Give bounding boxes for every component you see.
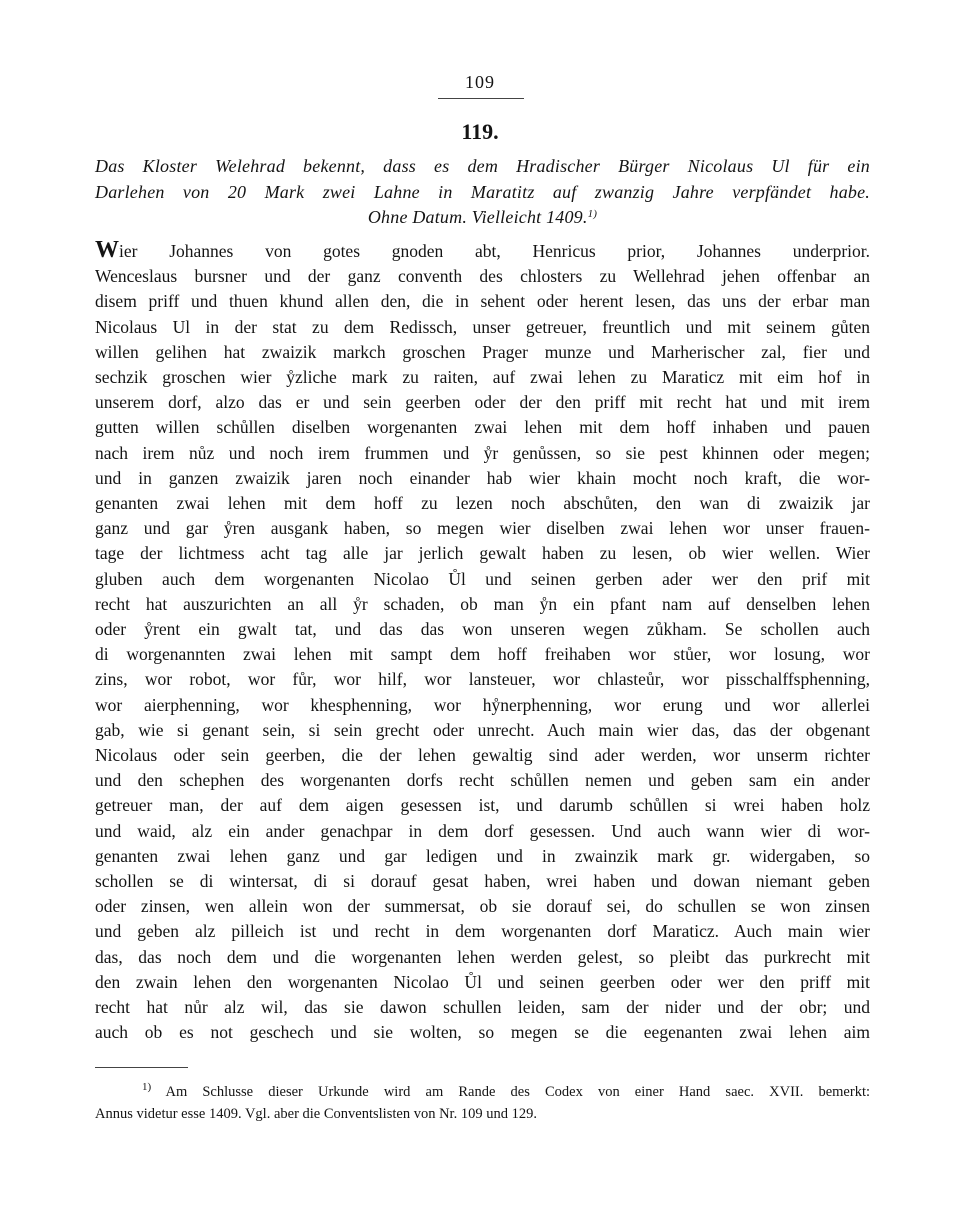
body-line: auch ob es not geschech und sie wolten, so megen se die eegenanten zwai lehen aim [95, 1022, 870, 1043]
body-line: schollen se di wintersat, di si dorauf gesat haben, wrei haben und dowan niemant geben [95, 871, 870, 892]
document-number: 119. [461, 119, 499, 144]
heading-date-line [95, 205, 870, 231]
body-line: nach irem nůz und noch irem frummen und ẙr genůssen, so sie pest khinnen oder megen; [95, 442, 870, 463]
body-line [95, 239, 870, 264]
heading-line: Darlehen von 20 Mark zwei Lahne in Maratitz auf zwanzig Jahre verpfändet habe. [95, 181, 870, 202]
body-line: oder zinsen, wen allein won der summersat, ob sie dorauf sei, do schullen se won zinsen [95, 896, 870, 917]
body-line: und geben alz pilleich ist und recht in dem worgenanten dorf Maraticz. Auch main wier [95, 921, 870, 942]
body-line: Nicolaus Ul in der stat zu dem Redissch, unser getreuer, freuntlich und mit seinem gůten [95, 316, 870, 337]
heading-line: Das Kloster Welehrad bekennt, dass es dem Hradischer Bürger Nicolaus Ul für ein [95, 156, 870, 176]
body-line: sechzik groschen wier ẙzliche mark zu raiten, auf zwai lehen zu Maraticz mit eim hof in [95, 367, 870, 388]
page-number: 109 [465, 72, 495, 92]
body-line: den zwain lehen den worgenanten Nicolao Ůl und seinen geerben oder wer den priff mit [95, 971, 870, 992]
body-line: getreuer man, der auf dem aigen gesessen ist, und darumb schůllen si wrei haben holz [95, 795, 870, 816]
body-line: willen gelihen hat zwaizik markch groschen Prager munze und Marherischer zal, fier und [95, 341, 870, 362]
body-line: tage der lichtmess acht tag alle jar jerlich gewalt haben zu lesen, ob wier wellen. Wier [95, 543, 870, 564]
body-line: zins, wor robot, wor fůr, wor hilf, wor lansteuer, wor chlasteůr, wor pisschalffsphenning, [95, 669, 870, 690]
body-line: gutten willen schůllen diselben worgenanten zwai lehen mit dem hoff inhaben und pauen [95, 417, 870, 438]
footnote-text: Am Schlusse dieser Urkunde wird am Rande des Codex von einer Hand saec. XVII. bemerkt: [165, 1084, 870, 1100]
body-line: Nicolaus oder sein geerben, die der lehen gewaltig sind ader werden, wor unserm richter [95, 745, 870, 766]
footnote-line [95, 1081, 870, 1103]
footnote-line: Annus videtur esse 1409. Vgl. aber die Conventslisten von Nr. 109 und 129. [95, 1106, 537, 1122]
body-line: und waid, alz ein ander genachpar in dem dorf gesessen. Und auch wann wier di wor- [95, 820, 870, 841]
body-line: recht hat auszurichten an all ẙr schaden, ob man ẙn ein pfant nam auf denselben lehen [95, 593, 870, 614]
body-line: disem priff und thuen khund allen den, die in sehent oder herent lesen, das uns der erbar man [95, 291, 870, 312]
body-line: di worgenannten zwai lehen mit sampt dem hoff freihaben wor stůer, wor losung, wor [95, 644, 870, 665]
body-line: das, das noch dem und die worgenanten lehen werden gelest, so pleibt das purkrecht mit [95, 946, 870, 967]
page-number-rule [438, 98, 524, 99]
initial-letter: W [95, 237, 119, 263]
body-line: Wenceslaus bursner und der ganz conventh des chlosters zu Wellehrad jehen offenbar an [95, 266, 870, 287]
document-body [95, 239, 870, 1046]
body-line: und den schephen des worgenanten dorfs recht schůllen nemen und geben sam ein ander [95, 770, 870, 791]
body-line: recht hat nůr alz wil, das sie dawon schullen leiden, sam der nider und der obr; und [95, 997, 870, 1018]
body-line: gab, wie si genant sein, si sein grecht oder unrecht. Auch main wier das, das der obgenant [95, 719, 870, 740]
heading-footnote-mark: 1) [587, 208, 598, 220]
body-line: ganz und gar ẙren ausgank haben, so megen wier diselben zwai lehen wor unser frauen- [95, 518, 870, 539]
footnote [95, 1081, 870, 1125]
body-line: oder ẙrent ein gwalt tat, und das das won unseren wegen zůkham. Se schollen auch [95, 619, 870, 640]
body-line: wor aierphenning, wor khesphenning, wor hẙnerphenning, wor erung und wor allerlei [95, 694, 870, 715]
footnote-mark: 1) [142, 1081, 152, 1093]
footnote-rule [95, 1067, 188, 1068]
heading-date-text: Ohne Datum. Vielleicht 1409. [367, 207, 588, 227]
body-line: unserem dorf, alzo das er und sein geerben oder der den priff mit recht hat und mit irem [95, 392, 870, 413]
body-line: gluben auch dem worgenanten Nicolao Ůl und seinen gerben ader wer den prif mit [95, 568, 870, 589]
body-line: und in ganzen zwaizik jaren noch einander hab wier khain mocht noch kraft, die wor- [95, 467, 870, 488]
body-line: genanten zwai lehen ganz und gar ledigen und in zwainzik mark gr. widergaben, so [95, 845, 870, 866]
document-heading [95, 154, 870, 231]
body-line: genanten zwai lehen mit dem hoff zu lezen noch abschůten, den wan di zwaizik jar [95, 493, 870, 514]
body-line-text: ier Johannes von gotes gnoden abt, Henricus prior, Johannes underprior. [119, 241, 870, 261]
